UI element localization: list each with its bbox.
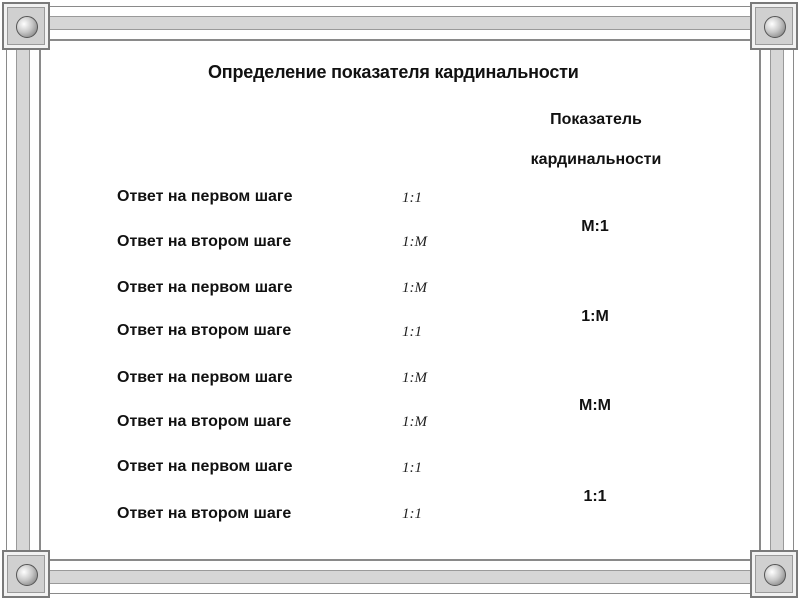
row-label: Ответ на втором шаге [117, 413, 292, 430]
row-label: Ответ на первом шаге [117, 188, 293, 205]
row-value: 1:М [402, 280, 427, 296]
row-value: 1:1 [402, 506, 422, 522]
row-label: Ответ на первом шаге [117, 369, 293, 386]
corner-knob-icon [764, 564, 786, 586]
row-label: Ответ на втором шаге [117, 233, 292, 250]
result-value: М:М [579, 397, 611, 414]
frame-left-bar [6, 40, 40, 560]
row-value: 1:1 [402, 460, 422, 476]
result-value: М:1 [581, 218, 609, 235]
corner-knob-icon [764, 16, 786, 38]
result-value: 1:М [581, 308, 609, 325]
frame-corner-top-left [2, 2, 50, 50]
frame-corner-bottom-right [750, 550, 798, 598]
row-value: 1:М [402, 370, 427, 386]
row-label: Ответ на первом шаге [117, 279, 293, 296]
corner-knob-icon [16, 564, 38, 586]
row-label: Ответ на втором шаге [117, 505, 292, 522]
corner-knob-icon [16, 16, 38, 38]
page-title: Определение показателя кардинальности [208, 62, 579, 82]
cardinality-column-header [508, 100, 684, 180]
row-label: Ответ на первом шаге [117, 458, 293, 475]
row-value: 1:1 [402, 324, 422, 340]
result-value: 1:1 [583, 488, 607, 505]
column-header-line-2: кардинальности [530, 151, 662, 168]
row-value: 1:М [402, 234, 427, 250]
column-header-line-1: Показатель [550, 111, 642, 128]
row-value: 1:1 [402, 190, 422, 206]
row-value: 1:М [402, 414, 427, 430]
frame-top-bar [40, 6, 760, 40]
row-label: Ответ на втором шаге [117, 322, 292, 339]
frame-right-bar [760, 40, 794, 560]
frame-corner-top-right [750, 2, 798, 50]
frame-corner-bottom-left [2, 550, 50, 598]
frame-bottom-bar [40, 560, 760, 594]
